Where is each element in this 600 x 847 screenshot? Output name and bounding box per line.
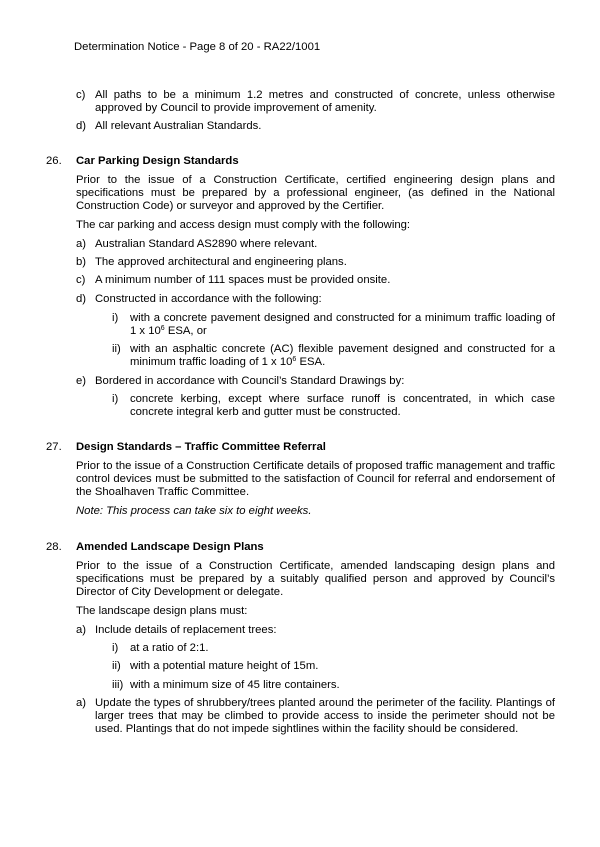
paragraph: Prior to the issue of a Construction Certificate, certified engineering design plans and specifications must be prepared by a professional engineer, (as defined in the National Construction Code) or surveyor and approved by the Certifier. [76, 174, 555, 212]
sub-list-label: i) [112, 312, 119, 324]
list-label: d) [76, 293, 87, 305]
list-label: a) [76, 697, 87, 709]
sub-list-item-text: with an asphaltic concrete (AC) flexible pavement designed and constructed for a minimum traffic loading of 1 x $10^6$ ESA. [130, 343, 555, 368]
paragraph: The car parking and access design must comply with the following: [76, 219, 411, 231]
sub-list-item-text: with a potential mature height of 15m. [130, 660, 319, 672]
sub-list-label: ii) [112, 660, 121, 672]
section-number: 27. [46, 441, 62, 453]
section-heading: Design Standards – Traffic Committee Referral [76, 441, 326, 453]
sub-list-item-text: with a concrete pavement designed and constructed for a minimum traffic loading of 1 x $10^6$ ESA, or [130, 312, 555, 337]
list-item-text: Include details of replacement trees: [95, 624, 277, 636]
sub-list-label: i) [112, 642, 119, 654]
list-item-text: The approved architectural and engineering plans. [95, 256, 347, 268]
note-paragraph: Note: This process can take six to eight weeks. [76, 505, 312, 517]
list-label: c) [76, 89, 86, 101]
sub-list-item-text: at a ratio of 2:1. [130, 642, 209, 654]
sub-list-label: ii) [112, 343, 121, 355]
section-heading: Amended Landscape Design Plans [76, 541, 264, 553]
list-label: c) [76, 274, 86, 286]
list-label: a) [76, 238, 87, 250]
list-item-text: All relevant Australian Standards. [95, 120, 262, 132]
list-label: d) [76, 120, 87, 132]
sub-list-item-text: with a minimum size of 45 litre containers. [130, 679, 340, 691]
sub-list-label: iii) [112, 679, 124, 691]
section-heading: Car Parking Design Standards [76, 155, 239, 167]
section-number: 26. [46, 155, 62, 167]
page-header: Determination Notice - Page 8 of 20 - RA22/1001 [74, 41, 321, 53]
section-number: 28. [46, 541, 62, 553]
list-item-text: Constructed in accordance with the following: [95, 293, 322, 305]
list-item-text: All paths to be a minimum 1.2 metres and constructed of concrete, unless otherwise approved by Council to provide improvement of amenity. [95, 89, 555, 114]
list-label: b) [76, 256, 87, 268]
list-item-text: A minimum number of 111 spaces must be provided onsite. [95, 274, 391, 286]
paragraph: The landscape design plans must: [76, 605, 248, 617]
paragraph: Prior to the issue of a Construction Certificate, amended landscaping design plans and specifications must be prepared by a suitably qualified person and approved by Council’s Director of City Development or delegate. [76, 560, 555, 598]
sub-list-item-text: concrete kerbing, except where surface runoff is concentrated, in which case concrete integral kerb and gutter must be constructed. [130, 393, 555, 418]
paragraph: Prior to the issue of a Construction Certificate details of proposed traffic management and traffic control devices must be submitted to the satisfaction of Council for referral and endorsement of the Shoalhaven Traffic Committee. [76, 460, 555, 498]
list-label: e) [76, 375, 87, 387]
sub-list-label: i) [112, 393, 119, 405]
list-label: a) [76, 624, 87, 636]
list-item-text: Bordered in accordance with Council’s Standard Drawings by: [95, 375, 405, 387]
list-item-text: Australian Standard AS2890 where relevant. [95, 238, 318, 250]
list-item-text: Update the types of shrubbery/trees planted around the perimeter of the facility. Plantings of larger trees that may be climbed to provide access to inside the perimeter should not be used. Plantings that do not impede sightlines within the facility should be considered. [95, 697, 555, 735]
